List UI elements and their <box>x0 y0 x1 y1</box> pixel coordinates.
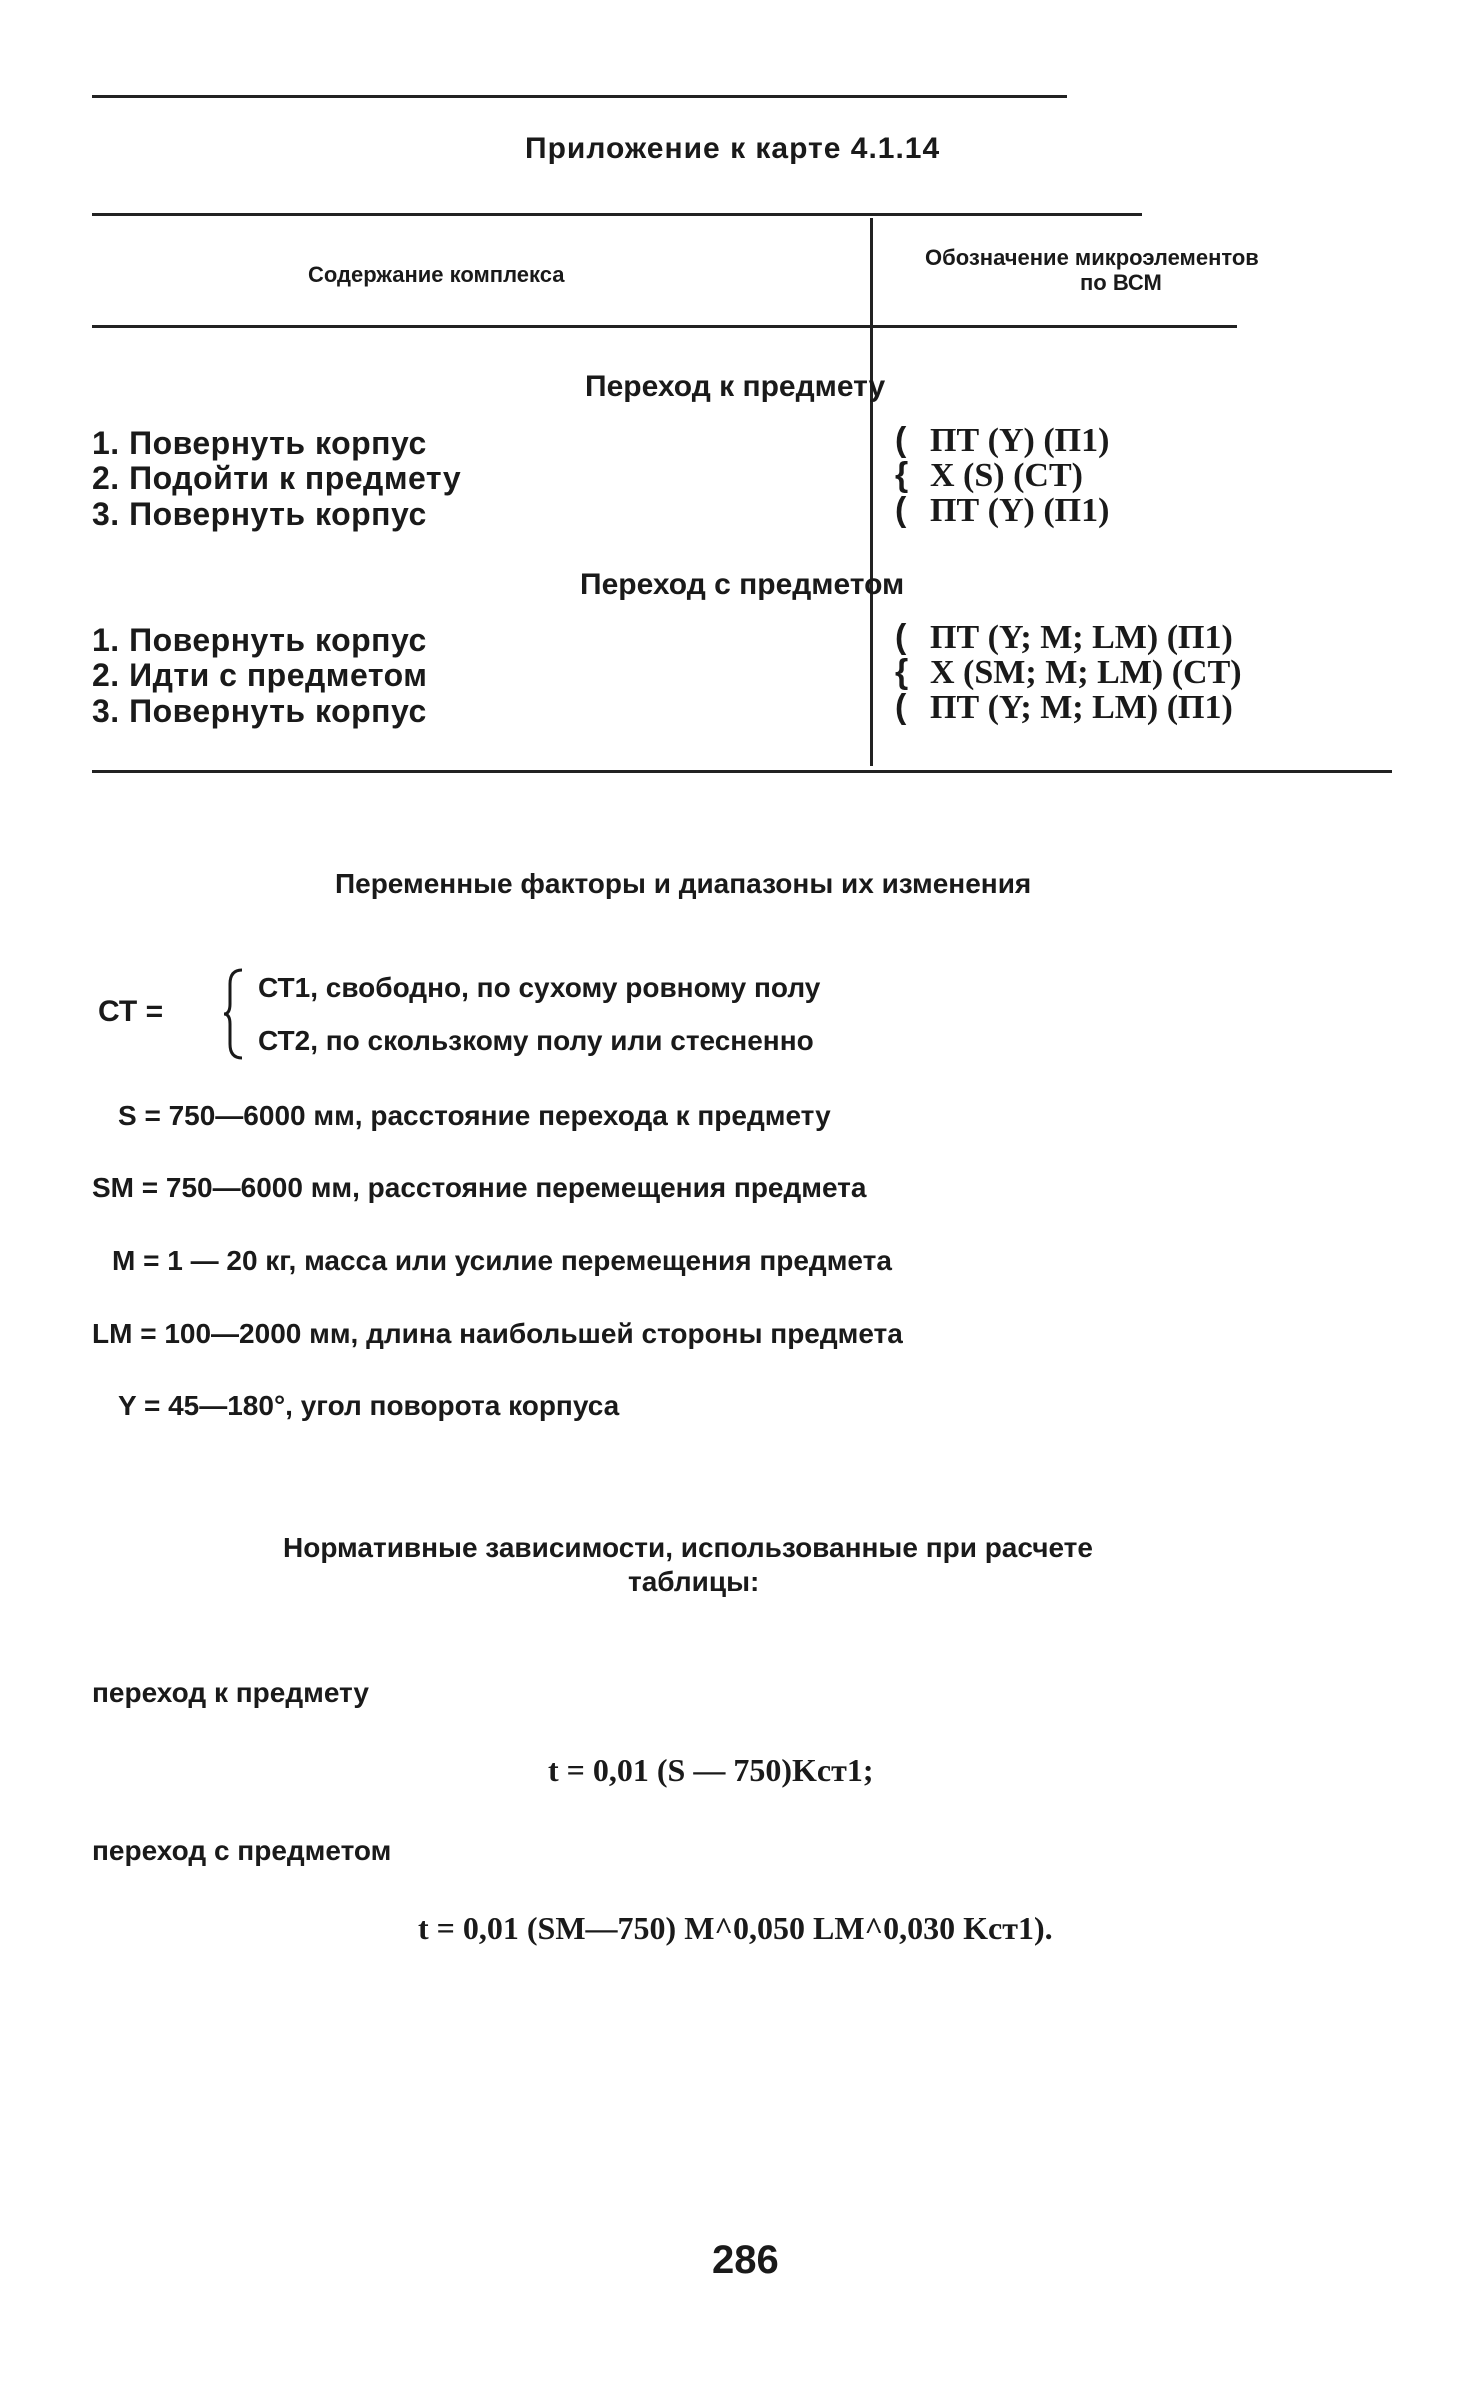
list-item: 3. Повернуть корпус <box>92 496 427 532</box>
column-header-content: Содержание комплекса <box>308 262 565 287</box>
list-item: 2. Подойти к предмету <box>92 460 462 496</box>
list-item: 2. Идти с предметом <box>92 657 428 693</box>
ct-label: СТ = <box>98 995 164 1028</box>
factors-heading: Переменные факторы и диапазоны их изменения <box>335 868 1032 899</box>
list-item: 1. Повернуть корпус <box>92 425 427 461</box>
brace-bottom: ( <box>895 491 907 529</box>
dependencies-heading-line2: таблицы: <box>628 1566 760 1597</box>
brace-bottom: ( <box>895 688 907 726</box>
factor-line-m: M = 1 — 20 кг, масса или усилие перемещения предмета <box>112 1245 892 1276</box>
brace-top: ( <box>895 618 907 656</box>
column-header-designation-line2: по ВСМ <box>1080 270 1162 295</box>
ct-option: СТ1, свободно, по сухому ровному полу <box>258 972 821 1003</box>
top-rule <box>92 95 1067 98</box>
column-header-designation-line1: Обозначение микроэлементов <box>925 245 1259 270</box>
table-bottom-rule <box>92 770 1392 773</box>
factor-line-lm: LM = 100—2000 мм, длина наибольшей стороны предмета <box>92 1318 903 1349</box>
page-number: 286 <box>712 2238 779 2282</box>
code-item: ПТ (Y; M; LM) (П1) <box>930 689 1233 726</box>
table-top-rule <box>92 213 1142 216</box>
appendix-title: Приложение к карте 4.1.14 <box>525 132 941 165</box>
code-item: Х (S) (СТ) <box>930 457 1083 494</box>
dependencies-heading-line1: Нормативные зависимости, использованные при расчете <box>283 1532 1093 1563</box>
factor-line-s: S = 750—6000 мм, расстояние перехода к предмету <box>118 1100 831 1131</box>
dependency-label: переход с предметом <box>92 1835 392 1866</box>
ct-option: СТ2, по скользкому полу или стесненно <box>258 1025 814 1056</box>
section-title-with-object: Переход с предметом <box>580 568 905 601</box>
code-item: ПТ (Y) (П1) <box>930 492 1110 529</box>
code-item: Х (SM; M; LM) (СТ) <box>930 654 1242 691</box>
formula-with-object: t = 0,01 (SM—750) M^0,050 LM^0,030 Kст1). <box>418 1910 1053 1946</box>
list-item: 1. Повернуть корпус <box>92 622 427 658</box>
section-title-to-object: Переход к предмету <box>585 370 886 403</box>
list-item: 3. Повернуть корпус <box>92 693 427 729</box>
factor-line-sm: SM = 750—6000 мм, расстояние перемещения предмета <box>92 1172 867 1203</box>
factor-line-y: Y = 45—180°, угол поворота корпуса <box>118 1390 620 1421</box>
table-header-rule <box>92 325 1237 328</box>
brace-top: ( <box>895 421 907 459</box>
table-column-divider <box>870 218 873 766</box>
ct-brace-icon <box>222 968 246 1065</box>
brace-middle: { <box>895 653 909 691</box>
dependency-label: переход к предмету <box>92 1677 370 1708</box>
code-item: ПТ (Y) (П1) <box>930 422 1110 459</box>
formula-to-object: t = 0,01 (S — 750)Kст1; <box>548 1752 874 1788</box>
brace-middle: { <box>895 456 909 494</box>
code-item: ПТ (Y; M; LM) (П1) <box>930 619 1233 656</box>
